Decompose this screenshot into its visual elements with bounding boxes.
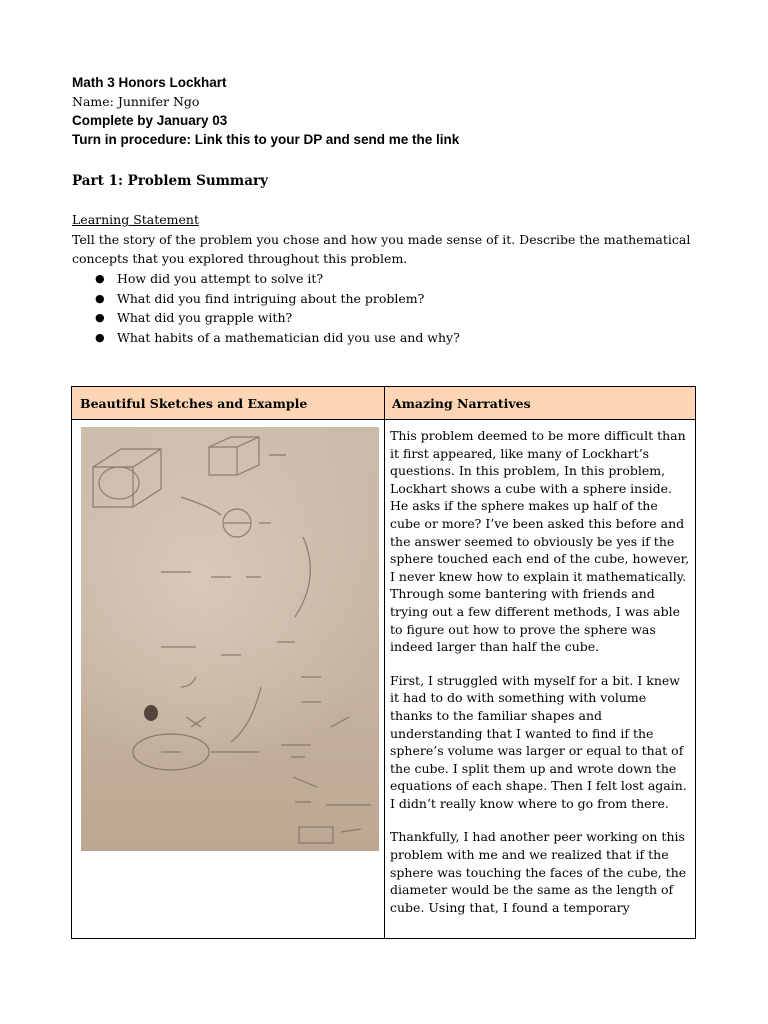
list-item: ● What habits of a mathematician did you use and why? <box>72 328 692 348</box>
narrative-text <box>390 427 690 932</box>
bullet-icon: ● <box>95 291 105 305</box>
sketch-drawing <box>81 427 379 851</box>
bullet-icon: ● <box>95 272 105 285</box>
sketches-column-header: Beautiful Sketches and Example <box>80 396 308 411</box>
bullet-icon: ● <box>95 330 105 344</box>
narratives-column-header: Amazing Narratives <box>392 396 531 411</box>
narrative-paragraph: Thankfully, I had another peer working on this problem with me and we realized that if the sphere was touching the faces of the cube, the diameter would be the same as the length of cube. Using that, I found a temporary <box>390 829 687 915</box>
summary-table <box>71 386 696 939</box>
narrative-paragraph: This problem deemed to be more difficult than it first appeared, like many of Lockhart’s questions. In this problem, In this problem, Lockhart shows a cube with a sphere inside. He asks if the sphere makes up half of the cube or more? I’ve been asked this before and the answer seemed to obviously be yes if the sphere touched each end of the cube, however, I never knew how to explain it mathematically. Through some bantering with friends and trying out a few different methods, I was able to figure out how to prove the sphere was indeed larger than half the cube. <box>390 428 690 655</box>
column-divider <box>384 387 385 938</box>
bullet-icon: ● <box>95 311 105 324</box>
learning-statement-heading: Learning Statement <box>72 212 199 227</box>
prompt-list <box>72 269 692 347</box>
narrative-paragraph: First, I struggled with myself for a bit. I knew it had to do with something with volume thanks to the familiar shapes and understanding that I wanted to find if the sphere’s volume was larger or equal to that of the cube. I split them up and wrote down the equations of each shape. Then I felt lost again. I didn’t really know where to go from there. <box>390 672 687 811</box>
list-item: ● How did you attempt to solve it? <box>72 269 692 289</box>
course-title: Math 3 Honors Lockhart <box>72 75 227 90</box>
student-name: Name: Junnifer Ngo <box>72 94 200 109</box>
sketch-photo <box>81 427 379 851</box>
due-date: Complete by January 03 <box>72 113 228 128</box>
list-item: ● What did you find intriguing about the problem? <box>72 289 692 309</box>
turn-in-procedure: Turn in procedure: Link this to your DP and send me the link <box>72 132 460 147</box>
part-heading: Part 1: Problem Summary <box>72 173 268 189</box>
learning-description: Tell the story of the problem you chose and how you made sense of it. Describe the mathematical concepts that you explored throughout this problem. <box>72 232 691 266</box>
list-item: ● What did you grapple with? <box>72 308 692 328</box>
